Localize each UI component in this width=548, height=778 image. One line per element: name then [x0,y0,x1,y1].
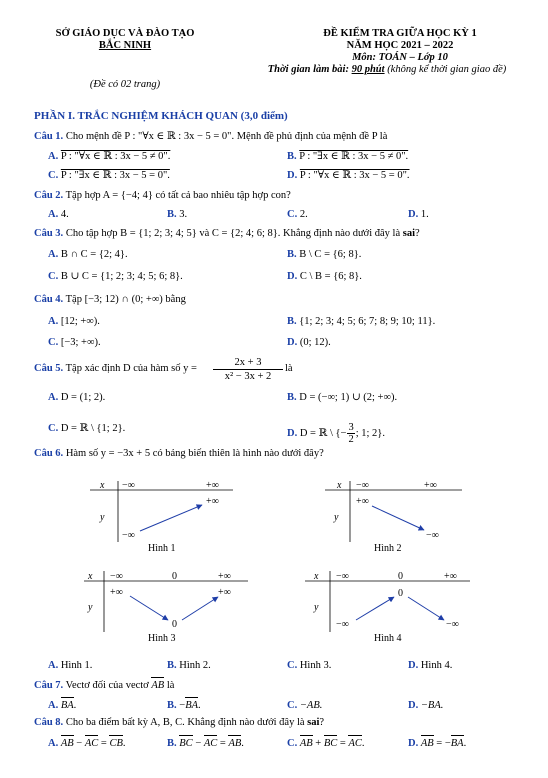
t1-y: y [100,512,105,523]
q7-c-text: −AB. [299,700,323,711]
q2-b-text: 3. [179,209,188,220]
q5-text-post: là [285,363,293,374]
q8-d-v2: BA [450,738,464,749]
t4-arrow-down [408,597,444,620]
q1-a-label: A. [48,151,59,162]
t4-arrow-up [356,597,394,620]
q5-text: Tập xác định D của hàm số y = [63,363,197,374]
q8-d-label: D. [408,738,419,749]
q2-c-label: C. [287,209,298,220]
q8-option-b[interactable] [167,737,244,750]
t2-x: x [337,480,342,491]
q7-label: Câu 7. [34,680,64,691]
q3-c-label: C. [48,271,59,282]
t4-x: x [314,571,319,582]
q7-d-label: D. [408,700,419,711]
q7-option-d[interactable] [408,699,443,712]
q8-b-op2: = [217,738,229,749]
q1-d-text: P : "∀x ∈ ℝ : 3x − 5 = 0". [299,170,410,181]
t3-pinf-right: +∞ [218,587,231,598]
t2-minf: −∞ [356,480,369,491]
q7-a-vec: BA [60,700,74,711]
q8-d-op1: = − [433,738,451,749]
t3-y: y [88,602,93,613]
t3-pinf: +∞ [218,571,231,582]
t3-zero: 0 [172,571,177,582]
q4-c-label: C. [48,337,59,348]
t1-arrow [140,505,202,531]
q5-d-label: D. [287,427,298,439]
q6-option-d[interactable] [408,659,452,672]
q6-a-text: Hình 1. [60,660,93,671]
fig2-caption: Hình 2 [374,543,402,554]
q6-c-text: Hình 3. [299,660,332,671]
q7-b-vec: BA [185,700,199,711]
q8-option-d[interactable] [408,737,466,750]
q7-b-label: B. [167,700,177,711]
q8-a-v1: AB [60,738,74,749]
q6-option-a[interactable] [48,659,92,672]
q1-b-label: B. [287,151,297,162]
q7-a-post: . [73,700,77,711]
q7-option-c[interactable] [287,699,322,712]
q8-c-v3: AC [348,738,362,749]
q2-c-text: 2. [299,209,308,220]
q4-c-text: [−3; +∞). [60,337,101,348]
q4-a-text: [12; +∞). [60,316,100,327]
t2-pinf: +∞ [424,480,437,491]
q4-d-text: (0; 12). [299,337,331,348]
q3-c-text: B ∪ C = {1; 2; 3; 4; 5; 6; 8}. [60,271,183,282]
question-8 [34,716,324,729]
q8-b-end: . [241,738,244,749]
t1-pinf: +∞ [206,480,219,491]
q8-d-v1: AB [420,738,434,749]
q5-b-label: B. [287,392,297,403]
q6-c-label: C. [287,660,298,671]
q1-a-text: P : "∀x ∈ ℝ : 3x − 5 ≠ 0". [60,151,171,162]
q3-a-text: B ∩ C = {2; 4}. [60,249,128,260]
q5-d-pre: D = ℝ \ {− [299,427,347,439]
t4-y: y [314,602,319,613]
t2-y: y [334,512,339,523]
q8-b-label: B. [167,738,177,749]
q8-a-v3: CB [109,738,123,749]
q6-a-label: A. [48,660,59,671]
q5-a-text: D = (1; 2). [60,392,106,403]
q7-d-text: −BA. [420,700,444,711]
q4-label: Câu 4. [34,294,64,305]
q5-d-den: 2 [348,434,354,446]
t3-arrow-down [130,596,168,620]
q7-a-label: A. [48,700,59,711]
q8-option-c[interactable] [287,737,364,750]
q4-b-label: B. [287,316,297,327]
t4-zero: 0 [398,571,403,582]
section-title: PHẦN I. TRẮC NGHIỆM KHÁCH QUAN (3,0 điểm) [34,110,288,122]
q7-text-post: là [164,680,175,691]
t3-x: x [88,571,93,582]
q2-b-label: B. [167,209,177,220]
q7-option-a[interactable] [48,699,76,712]
q8-a-op1: − [73,738,85,749]
t3-arrow-up [182,597,218,620]
q1-label: Câu 1. [34,131,64,142]
q5-denominator: x² − 3x + 2 [224,371,272,382]
q4-text: Tập [−3; 12) ∩ (0; +∞) bằng [63,294,186,305]
t3-minf: −∞ [110,571,123,582]
pages-note: (Đề có 02 trang) [89,79,161,90]
q8-b-op1: − [192,738,204,749]
q3-b-text: B \ C = {6; 8}. [299,249,362,260]
q8-c-end: . [361,738,365,749]
time-value: 90 phút [351,64,385,75]
q5-label: Câu 5. [34,363,64,374]
fig4-caption: Hình 4 [374,633,402,644]
q6-b-label: B. [167,660,177,671]
t2-minf-bottom: −∞ [426,530,439,541]
q3-text-bold: sai [402,228,416,239]
q8-c-label: C. [287,738,298,749]
q3-text: Cho tập hợp B = {1; 2; 3; 4; 5} và C = {2; 4; 6; 8}. Khẳng định nào dưới đây là [63,228,403,239]
q2-d-text: 1. [420,209,429,220]
q8-text: Cho ba điểm bất kỳ A, B, C. Khẳng định nào dưới đây là [63,717,308,728]
school-year: NĂM HỌC 2021 – 2022 [346,40,454,51]
dept-name: SỞ GIÁO DỤC VÀ ĐÀO TẠO [55,28,195,39]
q4-a-label: A. [48,316,59,327]
q1-c-label: C. [48,170,59,181]
q8-a-label: A. [48,738,59,749]
subject: Môn: TOÁN – Lớp 10 [352,52,448,63]
q8-text-bold: sai [307,717,320,728]
q5-c-text: D = ℝ \ {1; 2}. [60,423,126,434]
province-name: BẮC NINH [98,40,152,51]
t3-pinf-left: +∞ [110,587,123,598]
q7-b-pre: − [179,700,186,711]
q1-b-text: P : "∃x ∈ ℝ : 3x − 5 ≠ 0". [299,151,409,162]
q6-option-b[interactable] [167,659,211,672]
q8-a-end: . [122,738,126,749]
q8-b-v1: BC [179,738,193,749]
t4-minf: −∞ [336,571,349,582]
time-note: (không kể thời gian giao đề) [384,64,507,75]
q4-d-label: D. [287,337,298,348]
q8-a-op2: = [98,738,110,749]
time-prefix: Thời gian làm bài: [267,64,352,75]
table-3 [84,571,248,644]
q1-text: Cho mệnh đề P : "∀x ∈ ℝ : 3x − 5 = 0". Mệnh đề phủ định của mệnh đề P là [63,131,388,142]
table-1 [90,480,233,554]
q6-option-c[interactable] [287,659,331,672]
q8-b-v3: AB [228,738,242,749]
q7-b-post: . [198,700,201,711]
q2-text: Tập hợp A = {−4; 4} có tất cả bao nhiêu tập hợp con? [63,190,291,201]
t1-x: x [100,480,105,491]
q1-d-label: D. [287,170,298,181]
q8-a-v2: AC [84,738,99,749]
q6-label: Câu 6. [34,448,64,459]
q8-text-post: ? [319,717,325,728]
q8-c-op1: + [312,738,324,749]
q6-d-label: D. [408,660,419,671]
q5-numerator: 2x + 3 [213,356,283,370]
q3-text-post: ? [415,228,420,239]
question-7 [34,679,174,692]
t4-zero-top: 0 [398,588,403,599]
fig3-caption: Hình 3 [148,633,176,644]
q8-option-a[interactable] [48,737,125,750]
q4-b-text: {1; 2; 3; 4; 5; 6; 7; 8; 9; 10; 11}. [299,316,436,327]
q8-c-op2: = [337,738,349,749]
q5-d-post: ; 1; 2}. [355,427,385,439]
t2-arrow [372,506,424,530]
q5-a-label: A. [48,392,59,403]
t4-minf-right: −∞ [446,619,459,630]
q3-b-label: B. [287,249,297,260]
q8-label: Câu 8. [34,717,64,728]
q3-d-label: D. [287,271,298,282]
q2-d-label: D. [408,209,419,220]
t2-pinf-top: +∞ [356,496,369,507]
t1-minf-bottom: −∞ [122,530,135,541]
exam-title: ĐỀ KIỂM TRA GIỮA HỌC KỲ 1 [323,28,477,39]
q6-b-text: Hình 2. [179,660,211,671]
fig1-caption: Hình 1 [148,543,176,554]
q3-label: Câu 3. [34,228,64,239]
q2-label: Câu 2. [34,190,64,201]
t4-pinf: +∞ [444,571,457,582]
table-2 [325,480,462,554]
q5-b-text: D = (−∞; 1) ∪ (2; +∞). [299,392,398,403]
table-4 [305,571,470,644]
t1-pinf-top: +∞ [206,496,219,507]
q1-c-text: P : "∃x ∈ ℝ : 3x − 5 = 0". [60,170,170,181]
q8-c-v2: BC [323,738,338,749]
q8-b-v2: AC [203,738,218,749]
q8-c-v1: AB [299,738,313,749]
q2-a-text: 4. [60,209,69,220]
q8-d-end: . [463,738,467,749]
q7-vec: AB [151,680,165,691]
q6-text: Hàm số y = −3x + 5 có bảng biến thiên là hình nào dưới đây? [63,448,324,459]
q7-c-label: C. [287,700,298,711]
q2-a-label: A. [48,209,59,220]
q3-a-label: A. [48,249,59,260]
q3-d-text: C \ B = {6; 8}. [299,271,362,282]
q6-d-text: Hình 4. [420,660,453,671]
q7-text: Vectơ đối của vectơ [63,680,152,691]
q7-option-b[interactable] [167,699,201,712]
t4-minf-left: −∞ [336,619,349,630]
q5-d-num: 3 [348,422,354,433]
t3-zero-bottom: 0 [172,619,177,630]
t1-minf: −∞ [122,480,135,491]
q5-c-label: C. [48,423,59,434]
